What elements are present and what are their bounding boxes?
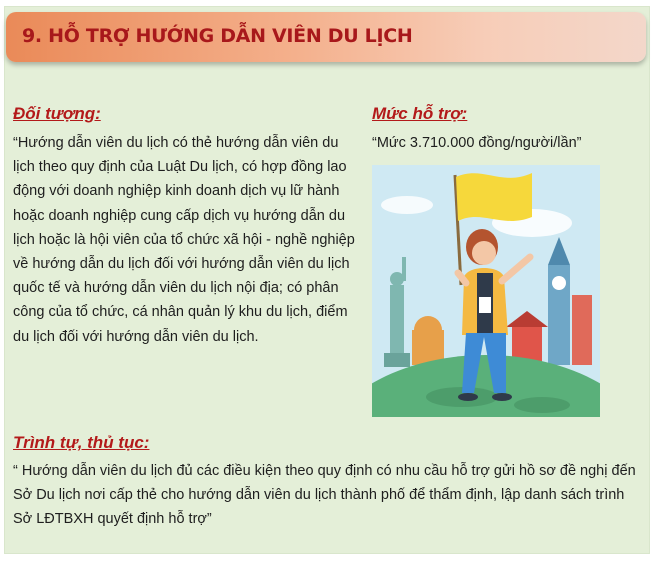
target-body: “Hướng dẫn viên du lịch có thẻ hướng dẫn viên du lịch theo quy định của Luật Du lịch, có hợp đồng lao động với doanh nghiệp kinh doanh dịch vụ lữ hành hoặc doanh nghiệp cung cấp dịch vụ hướng dẫn du lịch hoặc là hội viên của tổ chức xã hội - nghề nghiệp về hướng dẫn du lịch đối với hướng dẫn viên du lịch quốc tế và hướng dẫn viên du lịch nội địa; có phân công của tổ chức, cá nhân quản lý khu du lịch, điểm du lịch đối với hướng dẫn viên du lịch.	[13, 135, 355, 345]
cloud-icon	[381, 196, 433, 214]
procedure-body: “ Hướng dẫn viên du lịch đủ các điều kiện theo quy định có nhu cầu hỗ trợ gửi hồ sơ đề nghị đến Sở Du lịch nơi cấp thẻ cho hướng dẫn viên du lịch thành phố để thẩm định, lập danh sách trình Sở LĐTBXH quyết định hỗ trợ”	[13, 463, 636, 528]
support-heading: Mức hỗ trợ:	[372, 104, 468, 123]
target-heading: Đối tượng:	[13, 104, 101, 123]
dome-building-icon	[412, 316, 444, 365]
section-banner	[6, 12, 646, 62]
procedure-heading: Trình tự, thủ tục:	[13, 433, 150, 452]
tour-guide-with-flag-illustration	[372, 165, 600, 417]
support-body: “Mức 3.710.000 đồng/người/lần”	[372, 135, 582, 151]
section-title: 9. HỖ TRỢ HƯỚNG DẪN VIÊN DU LỊCH	[22, 25, 413, 47]
